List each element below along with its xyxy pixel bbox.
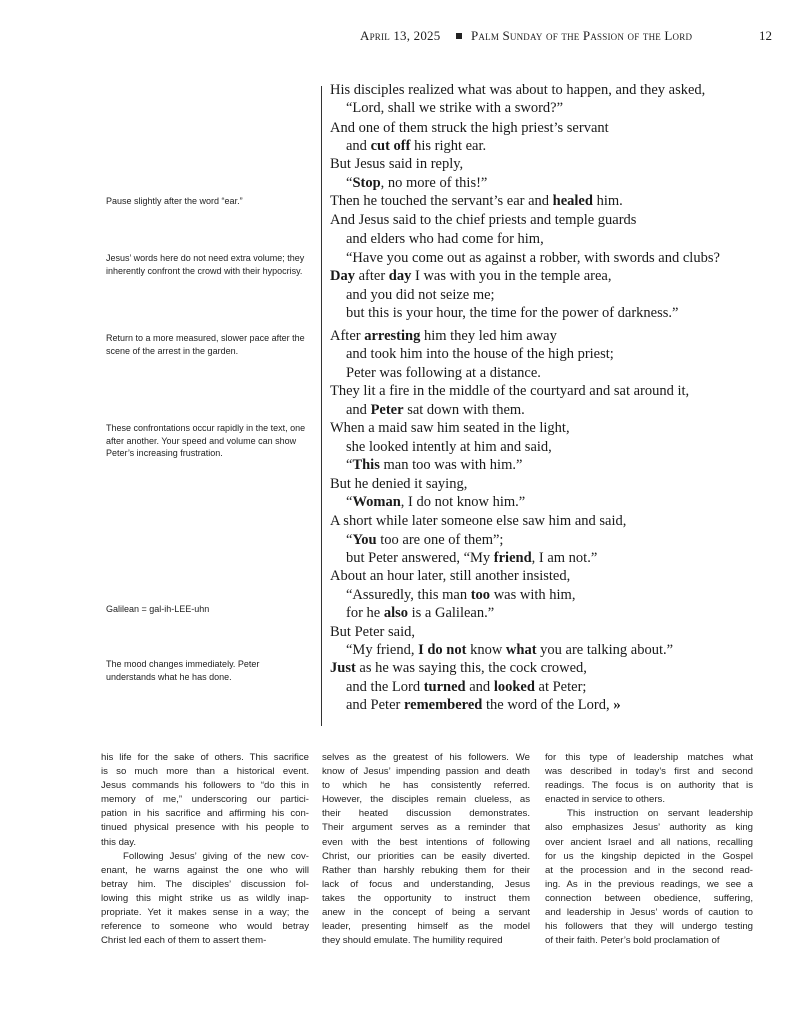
reading-text: was with him, [490, 587, 576, 603]
reading-text: man too was with him.” [379, 457, 523, 473]
commentary-line: Rather than harshly rebuking them for their [322, 864, 530, 876]
margin-note: Return to a more measured, slower pace after the scene of the arrest in the garden. [106, 333, 305, 356]
commentary-line: takes the opportunity to instruct them [322, 892, 530, 904]
reading-text: and took him into the house of the high priest; [346, 346, 614, 362]
reading-text: “Have you come out as against a robber, with swords and clubs? [346, 250, 720, 266]
reading-text: and you did not seize me; [346, 287, 495, 303]
reading-text: , I am not.” [531, 550, 598, 566]
reading-text: at Peter; [534, 679, 587, 695]
commentary-line: their heated discussion demonstrates. [322, 808, 530, 820]
emphasized-word: what [505, 642, 537, 658]
reading-line [330, 193, 623, 210]
reading-text: They lit a fire in the middle of the courtyard and sat around it, [330, 383, 690, 399]
commentary-line: readings. The focus is on authority that is [545, 780, 753, 792]
commentary-line: pation in his sacrifice and affirming his con- [101, 808, 309, 820]
reading-line [346, 138, 486, 155]
commentary-line: was described in today’s first and second [545, 766, 753, 778]
reading-text: the word of the Lord, [482, 697, 614, 713]
reading-line [346, 346, 614, 363]
commentary-line: memory of me,” underscoring our partici- [101, 794, 309, 806]
reading-line [330, 660, 587, 677]
reading-line [330, 513, 626, 530]
commentary-line: know of Jesus’ impending passion and death [322, 766, 530, 778]
reading-text: and Peter [346, 697, 404, 713]
commentary-line: his life for the sake of others. This sacrifice [101, 752, 309, 763]
reading-text: But he denied it saying, [330, 476, 468, 492]
emphasized-word: Woman [352, 494, 401, 510]
reading-line [330, 383, 689, 400]
reading-text: know [466, 642, 506, 658]
reading-text: About an hour later, still another insisted, [330, 568, 571, 584]
commentary-line: tinued physical presence with his people to [101, 822, 309, 834]
reading-line [346, 365, 541, 382]
commentary-line: at the procession and in the second read- [545, 864, 753, 876]
header-occasion: Palm Sunday of the Passion of the Lord [471, 28, 693, 43]
commentary-line: for us the kingship depicted in the Gospel [545, 850, 753, 862]
reading-text: Then he touched the servant’s ear and [330, 193, 553, 209]
reading-text: but Peter answered, “My [346, 550, 494, 566]
margin-note: The mood changes immediately. Peter understands what he has done. [106, 659, 260, 682]
emphasized-word: Stop [352, 175, 381, 191]
margin-note: Galilean = gal-ih-LEE-uhn [106, 604, 210, 614]
header-date: April 13, 2025 [360, 28, 441, 43]
reading-text: Peter was following at a distance. [346, 365, 541, 381]
commentary-column-2 [322, 751, 530, 948]
reading-text: I was with you in the temple area, [411, 268, 612, 284]
reading-text: A short while later someone else saw him and said, [330, 513, 627, 529]
commentary-line: is so much more than a historical event. [101, 766, 309, 778]
emphasized-word: arresting [364, 328, 421, 344]
reading-text: His disciples realized what was about to happen, and they asked, [330, 82, 706, 98]
commentary-column-1 [101, 751, 309, 948]
commentary-line: this day. [101, 836, 137, 848]
reading-text: is a Galilean.” [408, 605, 495, 621]
commentary-line: Jesus commands his followers to “do this in [101, 780, 309, 792]
commentary-line: selves as the greatest of his followers. We [322, 752, 530, 763]
reading-text: “Assuredly, this man [346, 587, 471, 603]
reading-line [330, 420, 570, 437]
reading-text: you are talking about.” [536, 642, 674, 658]
margin-note: These confrontations occur rapidly in the text, one after another. Your speed and volume can show Peter’s increasing frustration. [106, 423, 306, 458]
reading-line [346, 287, 495, 304]
reading-line [346, 100, 563, 117]
commentary-line: leader, presenting himself as the model [322, 921, 530, 933]
reading-line [330, 120, 609, 137]
header-separator-square [456, 33, 462, 39]
continue-chevron-icon: » [613, 697, 621, 713]
commentary-line: over ancient Israel and all nations, recalling [545, 836, 753, 848]
emphasized-word: Day [330, 268, 355, 284]
reading-text: After [330, 328, 365, 344]
reading-text: “ [346, 532, 353, 548]
reading-line [346, 439, 552, 456]
emphasized-word: You [352, 532, 377, 548]
reading-text: and the Lord [346, 679, 424, 695]
commentary-line: Their argument serves as a reminder that [322, 822, 530, 834]
emphasized-word: turned [423, 679, 466, 695]
reading-line [346, 250, 720, 267]
reading-text: And Jesus said to the chief priests and temple guards [330, 212, 637, 228]
margin-note: Pause slightly after the word “ear.” [106, 196, 243, 206]
page-number: 12 [759, 28, 772, 43]
commentary-line: lack of focus and understanding, Jesus [322, 878, 530, 890]
commentary-line: of their faith. Peter’s bold proclamation of [545, 935, 720, 947]
reading-text: too are one of them”; [376, 532, 504, 548]
commentary-line: Christ, our priorities can be easily diverted. [322, 850, 530, 862]
commentary-line: This instruction on servant leadership [567, 808, 753, 820]
reading-text: him they led him away [420, 328, 557, 344]
emphasized-word: healed [552, 193, 593, 209]
reading-text: “My friend, [346, 642, 419, 658]
reading-line [346, 402, 525, 419]
reading-line [346, 494, 525, 511]
reading-text: him. [592, 193, 623, 209]
reading-text: And one of them struck the high priest’s servant [330, 120, 609, 136]
reading-line [346, 532, 503, 549]
reading-line [346, 697, 621, 714]
commentary-line: However, the disciples remain clueless, as [322, 794, 530, 806]
commentary-line: to which he has consistently referred. [322, 780, 530, 792]
margin-rule [321, 86, 322, 726]
reading-text: “ [346, 457, 353, 473]
commentary-line: even with the best intentions of following [322, 836, 530, 848]
reading-text: “ [346, 494, 353, 510]
reading-text: But Jesus said in reply, [330, 156, 464, 172]
commentary-line: lowing this might strike us as wildly inap- [101, 892, 309, 904]
commentary-line: betray him. The disciples’ discussion fol- [101, 878, 309, 890]
commentary-line: and leadership in Jesus’ words of caution to [545, 907, 753, 919]
margin-note: Jesus’ words here do not need extra volume; they inherently confront the crowd with their hypocrisy. [106, 253, 305, 276]
reading-text: she looked intently at him and said, [346, 439, 552, 455]
reading-line [330, 156, 463, 173]
commentary-line: Christ led each of them to assert them- [101, 935, 267, 947]
emphasized-word: too [470, 587, 491, 603]
reading-text: as he was saying this, the cock crowed, [355, 660, 587, 676]
commentary-line: reference to someone who would betray [101, 921, 309, 933]
reading-line [346, 642, 673, 659]
reading-text: When a maid saw him seated in the light, [330, 420, 570, 436]
reading-line [330, 476, 467, 493]
commentary-line: propriate. Yet it makes sense in a way; the [101, 907, 309, 919]
emphasized-word: This [352, 457, 380, 473]
reading-line [330, 268, 612, 285]
commentary-line: his followers that they will undergo testing [545, 921, 753, 933]
reading-text: “Lord, shall we strike with a sword?” [346, 100, 564, 116]
reading-line [346, 605, 494, 622]
reading-text: after [354, 268, 389, 284]
emphasized-word: remembered [403, 697, 483, 713]
reading-text: “ [346, 175, 353, 191]
commentary-line: connection between obedience, suffering, [545, 892, 753, 904]
reading-text: and elders who had come for him, [346, 231, 544, 247]
emphasized-word: day [388, 268, 412, 284]
emphasized-word: I do not [418, 642, 467, 658]
commentary-line: they should emulate. The humility required [322, 935, 503, 947]
emphasized-word: Peter [370, 402, 404, 418]
commentary-line: also emphasizes Jesus’ authority as king [545, 822, 753, 834]
reading-line [346, 175, 487, 192]
commentary-line: for this type of leadership matches what [545, 752, 753, 763]
reading-text: and [465, 679, 494, 695]
commentary-line: ing. As in the previous readings, we see a [545, 878, 753, 890]
reading-text: for he [346, 605, 384, 621]
emphasized-word: looked [493, 679, 535, 695]
emphasized-word: cut off [370, 138, 411, 154]
commentary-line: enant, he warns against the one who will [101, 864, 309, 876]
reading-line [330, 82, 705, 99]
reading-text: and [346, 138, 371, 154]
reading-line [346, 550, 597, 567]
reading-text: , no more of this!” [380, 175, 488, 191]
reading-text: sat down with them. [403, 402, 525, 418]
reading-line [330, 568, 570, 585]
reading-text: his right ear. [410, 138, 487, 154]
reading-line [330, 328, 557, 345]
running-header [360, 28, 772, 46]
emphasized-word: friend [493, 550, 532, 566]
reading-line [330, 624, 415, 641]
commentary-line: enacted in service to others. [545, 794, 665, 806]
reading-text: , I do not know him.” [400, 494, 526, 510]
reading-text: but this is your hour, the time for the power of darkness.” [346, 305, 679, 321]
reading-line [346, 231, 544, 248]
reading-text: and [346, 402, 371, 418]
reading-line [346, 679, 586, 696]
commentary-column-3 [545, 751, 753, 948]
commentary-line: Following Jesus’ giving of the new cov- [123, 850, 309, 862]
reading-line [346, 305, 678, 322]
reading-line [346, 457, 522, 474]
emphasized-word: Just [330, 660, 356, 676]
commentary-line: anew in the concept of being a servant [322, 907, 530, 919]
reading-line [346, 587, 575, 604]
emphasized-word: also [383, 605, 409, 621]
reading-text: But Peter said, [330, 624, 415, 640]
reading-line [330, 212, 636, 229]
